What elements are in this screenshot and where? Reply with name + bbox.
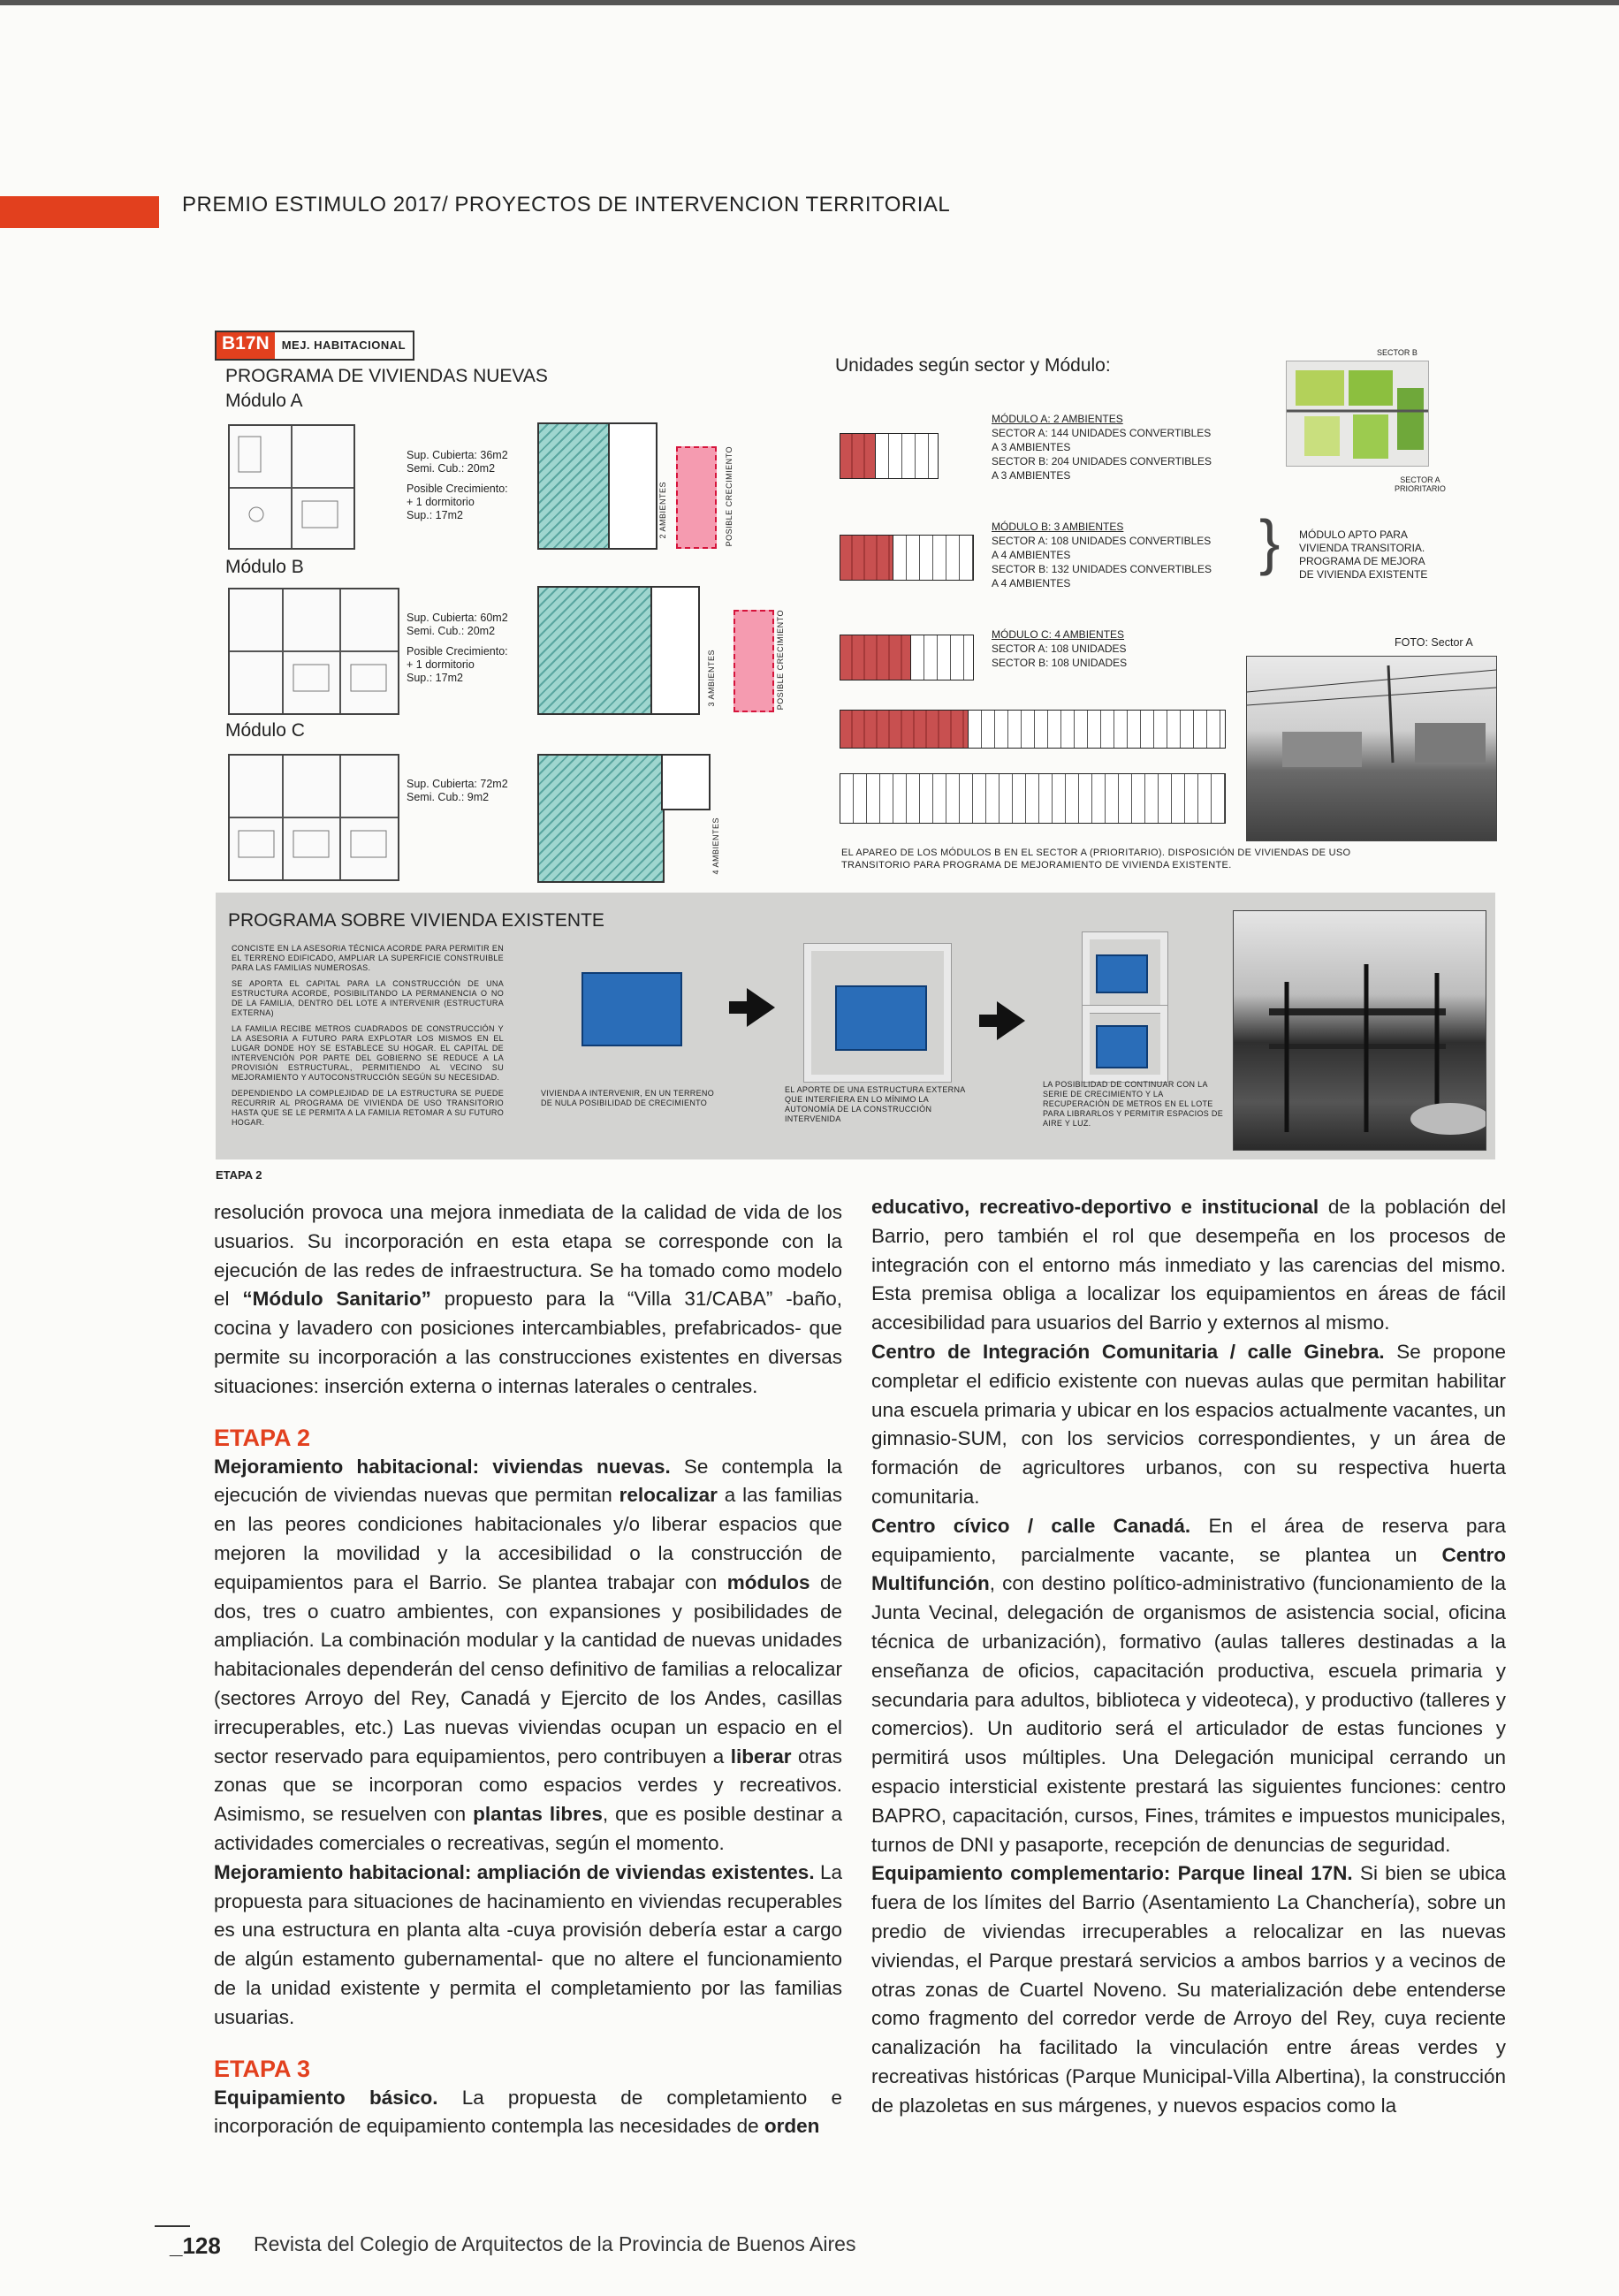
arrow-1-stem bbox=[729, 1001, 747, 1014]
etapa3-heading: ETAPA 3 bbox=[214, 2055, 311, 2082]
section-color-bar bbox=[0, 196, 159, 228]
unit-a-red bbox=[840, 433, 877, 479]
modulo-a-posible-crecimiento-block bbox=[676, 446, 717, 549]
unidades-b-line-0: MÓDULO B: 3 AMBIENTES bbox=[992, 521, 1124, 533]
e2-bold-4: liberar bbox=[730, 1745, 792, 1768]
left-paragraph-1 bbox=[214, 1198, 842, 1402]
apareo-caption bbox=[841, 847, 1350, 871]
etapa2-small-label: ETAPA 2 bbox=[216, 1168, 262, 1182]
modulo-c-floorplan bbox=[228, 754, 399, 881]
page-header: PREMIO ESTIMULO 2017/ PROYECTOS DE INTERVENCION TERRITORIAL bbox=[182, 193, 951, 217]
programa-existente-p2: SE APORTA EL CAPITAL PARA LA CONSTRUCCIÓN DE UNA ESTRUCTURA ACORDE, POSIBILITANDO LA PERMANENCIA O NO DE LA FAMILIA, DENTRO DEL LOTE A INTERVENIR (ESTRUCTURA EXTERNA) bbox=[232, 979, 504, 1017]
site-plan-drawing bbox=[1287, 361, 1428, 466]
e2-text-5: , que es posible destinar a actividades comerciales o recreativas, según el momento. bbox=[214, 1803, 842, 1854]
modulo-b-title: Módulo B bbox=[225, 557, 304, 577]
foto-label: FOTO: Sector A bbox=[1395, 636, 1473, 649]
e3-text-1: La propuesta de completamiento e incorporación de equipamiento contempla las necesidades de bbox=[214, 2086, 842, 2138]
modulo-b-ambientes: 3 AMBIENTES bbox=[707, 650, 716, 707]
modulo-sanitario-bold: “Módulo Sanitario” bbox=[242, 1288, 431, 1311]
unit-b-red bbox=[840, 535, 894, 581]
arrow-2-icon bbox=[997, 1001, 1025, 1040]
modulo-c-sup-cubierta: Sup. Cubierta: 72m2 bbox=[407, 778, 508, 790]
unidades-c-line-2: SECTOR B: 108 UNIDADES bbox=[992, 657, 1128, 669]
modulo-a-specs bbox=[407, 449, 508, 522]
note-b-line-1: VIVIENDA TRANSITORIA. bbox=[1299, 542, 1425, 554]
modulo-a-dorm: + 1 dormitorio bbox=[407, 496, 475, 508]
modulo-b-hatch-block bbox=[537, 586, 654, 715]
unidades-b-line-4: A 4 AMBIENTES bbox=[992, 577, 1071, 589]
modulo-a-title: Módulo A bbox=[225, 391, 303, 411]
programa-nuevas-title: PROGRAMA DE VIVIENDAS NUEVAS bbox=[225, 366, 548, 386]
container-upper bbox=[1096, 954, 1148, 993]
modulo-c-semi: Semi. Cub.: 9m2 bbox=[407, 791, 490, 803]
right-paragraph-4 bbox=[871, 1859, 1506, 2120]
apareo-red-strip bbox=[840, 710, 969, 749]
unidades-b-text bbox=[992, 520, 1212, 590]
right-paragraph-1 bbox=[871, 1193, 1506, 1338]
e2-text-1: Se contempla la ejecución de viviendas nuevas que permitan bbox=[214, 1455, 842, 1507]
arrow-1-icon bbox=[747, 988, 775, 1027]
unit-b-grid bbox=[893, 535, 974, 581]
modulo-b-semi: Semi. Cub.: 20m2 bbox=[407, 625, 496, 637]
unidades-a-line-0: MÓDULO A: 2 AMBIENTES bbox=[992, 413, 1123, 425]
etapa2-heading: ETAPA 2 bbox=[214, 1424, 311, 1451]
programa-existente-p4: DEPENDIENDO LA COMPLEJIDAD DE LA ESTRUCTURA SE PUEDE RECURRIR AL PROGRAMA DE VIVIENDA DE USO TRANSITORIO HASTA QUE SE LE PERMITA A LA FAMILIA RETOMAR A SU FUTURO HOGAR. bbox=[232, 1089, 504, 1127]
programa-existente-title: PROGRAMA SOBRE VIVIENDA EXISTENTE bbox=[228, 910, 604, 931]
e2-bold-2: relocalizar bbox=[619, 1484, 718, 1507]
modulo-b-sup: Sup.: 17m2 bbox=[407, 672, 463, 684]
e2-bold-5: plantas libres bbox=[473, 1803, 603, 1826]
unidades-a-line-3: SECTOR B: 204 UNIDADES CONVERTIBLES bbox=[992, 455, 1212, 468]
etapa2-paragraph-2 bbox=[214, 1859, 842, 2033]
unidades-b-line-3: SECTOR B: 132 UNIDADES CONVERTIBLES bbox=[992, 563, 1212, 575]
modulo-b-sup-cubierta: Sup. Cubierta: 60m2 bbox=[407, 612, 508, 624]
modulo-a-semi: Semi. Cub.: 20m2 bbox=[407, 462, 496, 475]
etapa3-paragraph bbox=[214, 2084, 842, 2142]
note-b bbox=[1299, 528, 1427, 582]
modulo-a-posible-label: POSIBLE CRECIMIENTO bbox=[725, 446, 733, 547]
unidades-a-line-2: A 3 AMBIENTES bbox=[992, 441, 1071, 453]
existente-caption-2: EL APORTE DE UNA ESTRUCTURA EXTERNA QUE INTERFIERA EN LO MÍNIMO LA AUTONOMÍA DE LA CONSTRUCCIÓN INTERVENIDA bbox=[785, 1085, 966, 1123]
r4-text: Si bien se ubica fuera de los límites del Barrio (Asentamiento La Chanchería), sobre un predio de viviendas irrecuperables a relocalizar en las nuevas viviendas, el Parque prestará servicios a ambos barrios y a vecinos de otras zonas de Cuartel Noveno. Su materialización debe entenderse como fragmento del corredor verde de Arroyo del Rey, cuya reciente canalización ha facilitado la vinculación entre áreas verdes y recreativas históricas (Parque Municipal-Villa Albertina), la construcción de plazoletas en sus márgenes, y nuevos espacios como la bbox=[871, 1862, 1506, 2117]
modulo-a-floorplan bbox=[228, 424, 355, 550]
apareo-caption-line-0: EL APAREO DE LOS MÓDULOS B EN EL SECTOR A (PRIORITARIO). DISPOSICIÓN DE VIVIENDAS DE USO bbox=[841, 848, 1351, 858]
footer-journal: Revista del Colegio de Arquitectos de la Provincia de Buenos Aires bbox=[254, 2232, 856, 2255]
modulo-c-empty-block bbox=[661, 754, 711, 810]
modulo-b-floorplan bbox=[228, 588, 399, 715]
photo-existing-house bbox=[1233, 910, 1486, 1151]
container-house-1 bbox=[581, 972, 682, 1046]
e2-bold-3: módulos bbox=[726, 1570, 810, 1593]
arrow-2-stem bbox=[979, 1015, 997, 1027]
modulo-b-specs bbox=[407, 612, 508, 685]
page-number: _128 bbox=[170, 2232, 221, 2259]
e2-text-2: a las familias en las peores condiciones habitacionales y/o liberar espacios que mejoren la movilidad y la accesibilidad o la construcción de equipamientos para el Barrio. Se plantea trabajar con bbox=[214, 1484, 842, 1593]
unit-c-grid bbox=[910, 635, 974, 680]
r2-bold: Centro de Integración Comunitaria / calle Ginebra. bbox=[871, 1340, 1385, 1363]
r4-bold: Equipamiento complementario: Parque lineal 17N. bbox=[871, 1862, 1353, 1885]
footer-rule bbox=[155, 2225, 190, 2227]
unidades-c-line-1: SECTOR A: 108 UNIDADES bbox=[992, 642, 1127, 655]
r3-bold: Centro cívico / calle Canadá. bbox=[871, 1514, 1191, 1537]
r2-text: Se propone completar el edificio existente con nuevas aulas que permitan habilitar una escuela primaria y ubicar en los espacios actualmente vacantes, un gimnasio-SUM, con los servicios correspondientes, y un área de formación de agricultores urbanos, con su respectiva huerta comunitaria. bbox=[871, 1340, 1506, 1508]
unit-a-grid bbox=[875, 433, 939, 479]
modulo-b-posible-crecimiento-block bbox=[733, 610, 774, 712]
modulo-a-ambientes: 2 AMBIENTES bbox=[658, 482, 667, 539]
e3-bold-1: Equipamiento básico. bbox=[214, 2086, 438, 2109]
sector-a-line-0: SECTOR A bbox=[1400, 475, 1440, 484]
floorplan-b-drawing bbox=[230, 589, 398, 713]
unidades-c-text bbox=[992, 627, 1127, 670]
programa-existente-p1: CONCISTE EN LA ASESORIA TÉCNICA ACORDE PARA PERMITIR EN EL TERRENO EDIFICADO, AMPLIAR LA SUPERFICIE CONSTRUIBLE PARA LAS FAMILIAS NUMEROSAS. bbox=[232, 944, 504, 972]
note-b-line-3: DE VIVIENDA EXISTENTE bbox=[1299, 568, 1428, 581]
modulo-a-empty-block bbox=[608, 422, 657, 550]
unit-c-red bbox=[840, 635, 912, 680]
unidades-a-line-4: A 3 AMBIENTES bbox=[992, 469, 1071, 482]
modulo-b-dorm: + 1 dormitorio bbox=[407, 658, 475, 671]
right-paragraph-3 bbox=[871, 1512, 1506, 1860]
sector-a-label bbox=[1395, 475, 1446, 493]
e2-text-3: de dos, tres o cuatro ambientes, con expansiones y posibilidades de ampliación. La combinación modular y la cantidad de nuevas unidades habitacionales dependerán del censo definitivo de familias a relocalizar (sectores Arroyo del Rey, Canadá y Ejercito de los Andes, casillas irrecuperables, etc.) Las nuevas viviendas ocupan un espacio en el sector reservado para equipamientos, pero contribuyen a bbox=[214, 1570, 842, 1768]
programa-existente-text bbox=[232, 944, 504, 1128]
container-house-2 bbox=[835, 985, 927, 1051]
r3-bold-2: Centro Multifunción bbox=[871, 1543, 1506, 1595]
photo-sector-a bbox=[1246, 656, 1497, 841]
modulo-b-posible-label: POSIBLE CRECIMIENTO bbox=[776, 610, 785, 711]
modulo-c-title: Módulo C bbox=[225, 720, 305, 741]
sector-b-label: SECTOR B bbox=[1377, 348, 1418, 357]
e2-bold-6: Mejoramiento habitacional: ampliación de viviendas existentes. bbox=[214, 1860, 815, 1883]
unidades-title: Unidades según sector y Módulo: bbox=[835, 355, 1111, 376]
note-b-line-0: MÓDULO APTO PARA bbox=[1299, 528, 1408, 541]
r1-bold: educativo, recreativo-deportivo e institucional bbox=[871, 1196, 1319, 1218]
apareo-grid-strip-top bbox=[968, 710, 1226, 749]
etapa2-paragraph bbox=[214, 1453, 842, 1859]
modulo-b-empty-block bbox=[650, 586, 700, 715]
right-paragraph-2 bbox=[871, 1338, 1506, 1512]
note-b-line-2: PROGRAMA DE MEJORA bbox=[1299, 555, 1425, 567]
modulo-c-specs bbox=[407, 778, 508, 804]
modulo-a-sup: Sup.: 17m2 bbox=[407, 509, 463, 521]
photo-sector-a-drawing bbox=[1247, 657, 1496, 840]
left-text-column bbox=[214, 1198, 842, 2141]
unidades-a-line-1: SECTOR A: 144 UNIDADES CONVERTIBLES bbox=[992, 427, 1212, 439]
unidades-c-line-0: MÓDULO C: 4 AMBIENTES bbox=[992, 628, 1125, 641]
existente-caption-1: VIVIENDA A INTERVENIR, EN UN TERRENO DE NULA POSIBILIDAD DE CRECIMIENTO bbox=[541, 1089, 715, 1107]
existente-caption-3: LA POSIBILIDAD DE CONTINUAR CON LA SERIE DE CRECIMIENTO Y LA RECUPERACIÓN DE METROS EN EL LOTE PARA LIBRARLOS Y PERMITIR ESPACIOS DE AIRE Y LUZ. bbox=[1043, 1080, 1223, 1128]
r3-text-1: En el área de reserva para equipamiento, parcialmente vacante, se plantea un bbox=[871, 1514, 1506, 1566]
container-lower bbox=[1096, 1025, 1148, 1068]
site-plan bbox=[1286, 361, 1429, 467]
floorplan-a-drawing bbox=[230, 426, 353, 548]
apareo-grid-strip-bottom bbox=[840, 773, 1226, 824]
top-rule bbox=[0, 0, 1619, 5]
floorplan-c-drawing bbox=[230, 756, 398, 879]
modulo-a-sup-cubierta: Sup. Cubierta: 36m2 bbox=[407, 449, 508, 461]
left-p1-rest: propuesto para la “Villa 31/CABA” -baño, cocina y lavadero con posiciones intercambiables, prefabricados- que permite su incorporación a las construcciones existentes en diversas situaciones: inserción externa o internas laterales o centrales. bbox=[214, 1288, 842, 1397]
project-code: B17N bbox=[217, 332, 275, 359]
modulo-a-hatch-block bbox=[537, 422, 612, 550]
right-text-column bbox=[871, 1193, 1506, 2121]
e2-bold-1: Mejoramiento habitacional: viviendas nuevas. bbox=[214, 1455, 671, 1478]
e2-text-6: La propuesta para situaciones de hacinamiento en viviendas recuperables es una estructura en planta alta -cuya provisión debería estar a cargo de algún estamento gubernamental- que no altere el funcionamiento de la unidad existente y permita el completamiento por las familias usuarias. bbox=[214, 1860, 842, 2028]
modulo-c-ambientes: 4 AMBIENTES bbox=[711, 817, 720, 875]
apareo-caption-line-1: TRANSITORIO PARA PROGRAMA DE MEJORAMIENTO DE VIVIENDA EXISTENTE. bbox=[841, 860, 1232, 871]
sector-a-line-1: PRIORITARIO bbox=[1395, 484, 1446, 493]
project-tag-label: MEJ. HABITACIONAL bbox=[281, 338, 407, 352]
unidades-a-text bbox=[992, 412, 1212, 483]
unidades-b-line-1: SECTOR A: 108 UNIDADES CONVERTIBLES bbox=[992, 535, 1212, 547]
programa-existente-p3: LA FAMILIA RECIBE METROS CUADRADOS DE CONSTRUCCIÓN Y LA ASESORIA A FUTURO PARA EXPLOTAR LOS MISMOS EN EL LUGAR DONDE HOY SE ESTABLECE SU HOGAR. EL CAPITAL DE INTERVENCIÓN POR PARTE DEL GOBIERNO SE REDUCE A LA PROVISIÓN ESTRUCTURAL, PERMITIENDO AL VECINO SU MEJORAMIENTO Y AUTOCONSTRUCCIÓN SEGÚN SU NECESIDAD. bbox=[232, 1024, 504, 1082]
e3-bold-2: orden bbox=[764, 2115, 820, 2138]
e2-text-4: otras zonas que se incorporan como espacios verdes y recreativos. Asimismo, se resuelven con bbox=[214, 1745, 842, 1826]
r1-text: de la población del Barrio, pero también el rol que desempeña en los procesos de integración con el entorno más inmediato y las carencias del mismo. Esta premisa obliga a localizar los equipamientos en áreas de fácil accesibilidad para usuarios del Barrio y externos al mismo. bbox=[871, 1196, 1506, 1334]
r3-text-2: , con destino político-administrativo (funcionamiento de la Junta Vecinal, delegación de organismos de asistencia social, oficina técnica de urbanización), formativo (aulas talleres destinadas a la enseñanza de oficios, capacitación productiva, escuela primaria y secundaria para adultos, biblioteca y videoteca), y productivo (talleres y comercios). Un auditorio será el articulador de estas funciones y permitirá usos múltiples. Una Delegación municipal cerrando un espacio intersticial existente prestará las siguientes funciones: centro BAPRO, capacitación, cursos, Fines, trámites e impuestos municipales, turnos de DNI y pasaporte, recepción de denuncias de seguridad. bbox=[871, 1572, 1506, 1856]
modulo-a-crecimiento: Posible Crecimiento: bbox=[407, 483, 508, 495]
bracket-glyph: } bbox=[1259, 507, 1281, 576]
modulo-b-crecimiento: Posible Crecimiento: bbox=[407, 645, 508, 658]
left-p1-text: resolución provoca una mejora inmediata de la calidad de vida de los usuarios. Su incorporación en esta etapa se corresponde con la ejecución de las redes de infraestructura. Se ha tomado como modelo el bbox=[214, 1201, 842, 1311]
unidades-b-line-2: A 4 AMBIENTES bbox=[992, 549, 1071, 561]
photo-existing-house-drawing bbox=[1234, 911, 1486, 1150]
project-tag bbox=[215, 331, 414, 361]
modulo-c-hatch-block bbox=[537, 754, 665, 883]
